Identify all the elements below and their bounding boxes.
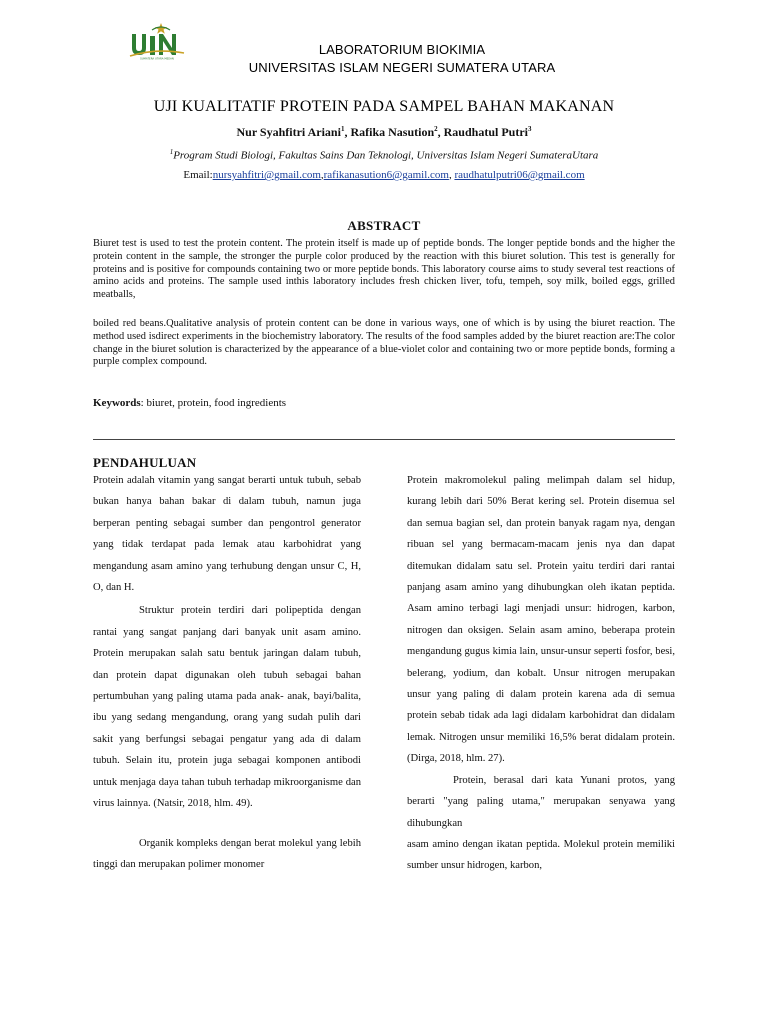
abstract-heading: ABSTRACT bbox=[347, 218, 421, 233]
body-paragraph: asam amino dengan ikatan peptida. Molekul protein memiliki sumber unsur hidrogen, karbon, bbox=[407, 838, 675, 872]
keywords bbox=[93, 397, 286, 409]
body-paragraph: Organik kompleks dengan berat molekul yang lebih tinggi dan merupakan polimer monomer bbox=[93, 837, 361, 870]
email-link[interactable]: rafikanasution6@gamil.com bbox=[323, 169, 449, 181]
author-name: Nur Syahfitri Ariani bbox=[236, 125, 341, 139]
body-paragraph: Protein adalah vitamin yang sangat berarti untuk tubuh, sebab bukan hanya bahan bakar di dalam tubuh, namun juga berperan penting sebagai sumber dan pengontrol generator yang tidak terdapat pada lemak atau karbohidrat yang mengandung asam amino yang terhubung dengan unsur C, H, O, dan H. bbox=[93, 475, 361, 594]
keywords-text: : biuret, protein, food ingredients bbox=[140, 397, 287, 409]
lab-name: LABORATORIUM BIOKIMIA bbox=[318, 42, 486, 57]
email-line: Email:nursyahfitri@gmail.com,rafikanasution6@gamil.com, raudhatulputri06@gmail.com bbox=[183, 169, 585, 181]
email-link[interactable]: raudhatulputri06@gmail.com bbox=[454, 169, 585, 181]
right-column bbox=[407, 470, 675, 877]
author-affiliation-mark: 1 bbox=[340, 125, 345, 133]
keywords-label: Keywords bbox=[93, 397, 141, 409]
author-affiliation-mark: 3 bbox=[528, 125, 532, 133]
left-column bbox=[93, 470, 361, 875]
body-paragraph: Struktur protein terdiri dari polipeptida dengan rantai yang sangat panjang dari banyak unit asam amino. Protein merupakan salah satu bentuk jaringan dalam tubuh, dan protein dapat digunakan oleh tubuh sebagai bahan pertumbuhan yang paling utama pada anak- anak, bayi/balita, ibu yang sedang mengandung, orang yang sudah pulih dari sakit yang berfungsi sebagai pengatur yang ada di dalam tubuh. Selain itu, protein juga sebagai komponen antibodi untuk menjaga daya tahan tubuh terhadap mikroorganisme dan virus lainnya. (Natsir, 2018, hlm. 49). bbox=[93, 605, 361, 810]
section-divider bbox=[93, 439, 675, 440]
body-paragraph: Protein makromolekul paling melimpah dalam sel hidup, kurang lebih dari 50% Berat kering sel. Protein disemua sel dan semua bagian sel, dan protein banyak ragam nya, dengan ribuan sel yang bermacam-macam jenis nya dan dapat ditemukan didalam satu sel. Protein yaitu terdiri dari rantai panjang asam amino yang dihubungkan oleh ikatan peptida. Asam amino terbagi lagi menjadi unsur: hidrogen, karbon, nitrogen dan oksigen. Selain asam amino, beberapa protein mengandung gugus kimia lain, unsur-unsur seperti fosfor, besi, belerang, yodium, dan kobalt. Unsur nitrogen merupakan unsur yang paling di dalam protein karena ada di semua protein sebab tidak ada lagi didalam karbohidrat dan didalam lemak. Nitrogen unsur memiliki 16,5% berat didalam protein. (Dirga, 2018, hlm. 27). bbox=[407, 475, 675, 765]
author-name: Raudhatul Putri bbox=[443, 125, 528, 139]
email-link[interactable]: nursyahfitri@gmail.com bbox=[212, 169, 321, 181]
paper-title: UJI KUALITATIF PROTEIN PADA SAMPEL BAHAN MAKANAN bbox=[153, 98, 615, 115]
section-heading: PENDAHULUAN bbox=[93, 455, 197, 470]
author-list: Nur Syahfitri Ariani$^1$, Rafika Nasution$^2$, Raudhatul Putri$^3$ bbox=[236, 125, 532, 139]
author-name: Rafika Nasution bbox=[350, 125, 435, 139]
body-paragraph: Protein, berasal dari kata Yunani protos, yang berarti "yang paling utama," merupakan senyawa yang dihubungkan bbox=[407, 774, 675, 829]
email-label: Email: bbox=[183, 169, 213, 181]
author-affiliation-mark: 2 bbox=[434, 125, 438, 133]
affiliation-mark: 1 bbox=[169, 148, 174, 156]
affiliation bbox=[0, 148, 768, 162]
abstract-paragraph: boiled red beans.Qualitative analysis of protein content can be done in various ways, one of which is by using the biuret reaction. The method used isdirect experiments in the biochemistry laboratory. The results of the food samples added by the biuret reaction are:The color change in the biuret solution is characterized by the appearance of a blue-violet color and containing two or more peptide bonds, forming a purple complex compound. bbox=[93, 318, 675, 368]
abstract-paragraph: Biuret test is used to test the protein content. The protein itself is made up of peptide bonds. The longer peptide bonds and the higher the protein content in the sample, the stronger the purple color produced by the reaction with this biuret solution. This test is generally for proteins and is positive for compounds containing two or more peptide bonds. This laboratory course aims to study several test reactions of amino acids and proteins. The sample used inthis laboratory includes fresh chicken liver, tofu, tempeh, soy milk, boiled eggs, grilled meatballs, bbox=[93, 238, 675, 301]
affiliation-text: Program Studi Biologi, Fakultas Sains Dan Teknologi, Universitas Islam Negeri SumateraUtara bbox=[173, 149, 599, 162]
university-name: UNIVERSITAS ISLAM NEGERI SUMATERA UTARA bbox=[248, 60, 556, 75]
logo-subtext: SUMATERA UTARA MEDAN bbox=[140, 57, 174, 60]
